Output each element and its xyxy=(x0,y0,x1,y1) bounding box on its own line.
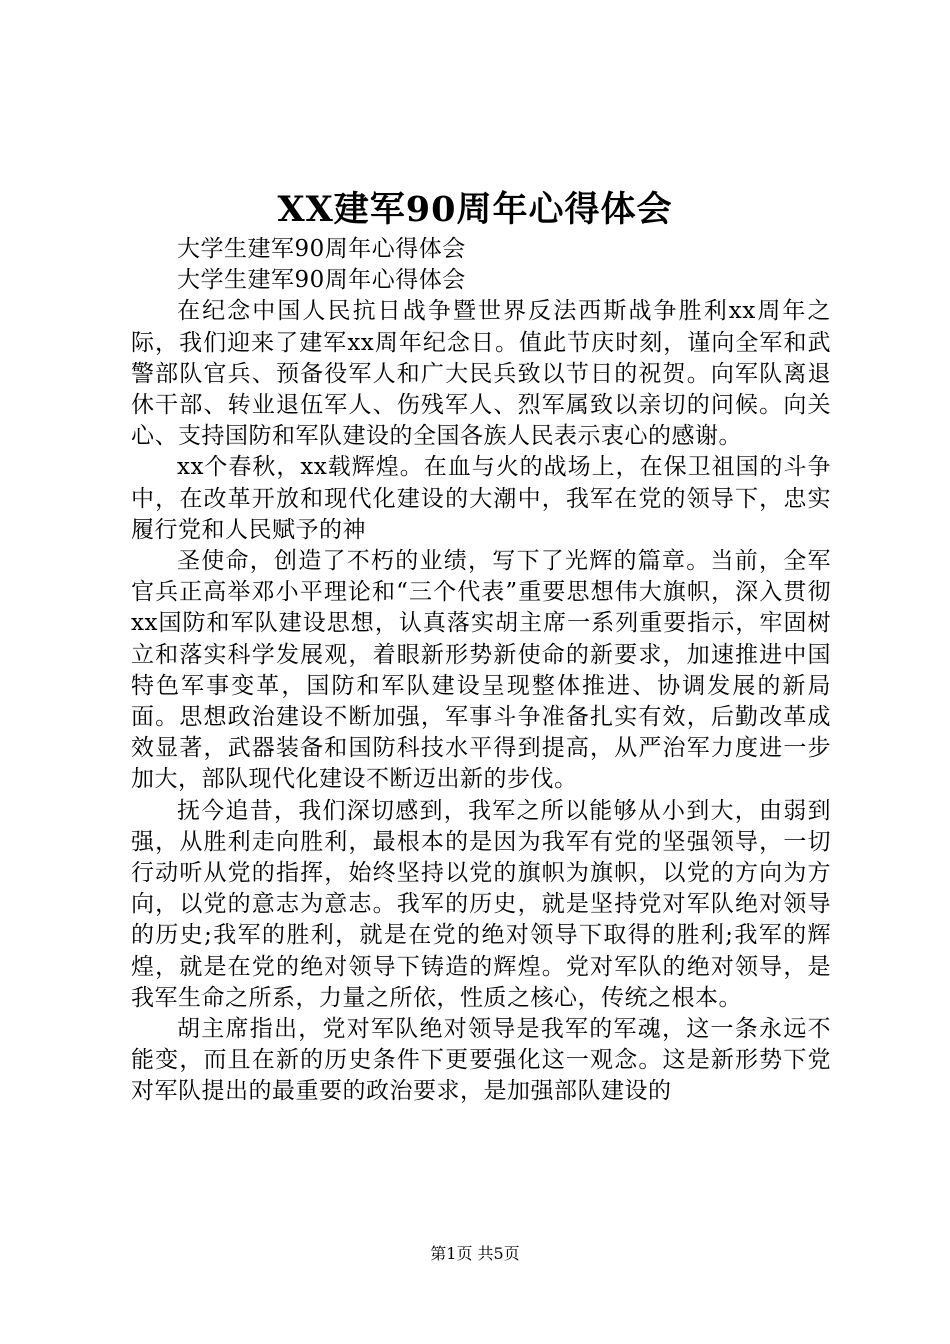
paragraph-7: 胡主席指出，党对军队绝对领导是我军的军魂，这一条永远不能变，而且在新的历史条件下更要强化这一观念。这是新形势下党对军队提出的最重要的政治要求，是加强部队建设的 xyxy=(131,1016,831,1105)
document-title: XX建军90周年心得体会 xyxy=(277,189,673,230)
document-body xyxy=(131,234,831,1108)
paragraph-5: 圣使命，创造了不朽的业绩，写下了光辉的篇章。当前，全军官兵正高举邓小平理论和“三个代表”重要思想伟大旗帜，深入贯彻xx国防和军队建设思想，认真落实胡主席一系列重要指示，牢固树立和落实科学发展观，着眼新形势新使命的新要求，加速推进中国特色军事变革，国防和军队建设呈现整体推进、协调发展的新局面。思想政治建设不断加强，军事斗争准备扎实有效，后勤改革成效显著，武器装备和国防科技水平得到提高，从严治军力度进一步加大，部队现代化建设不断迈出新的步伐。 xyxy=(131,548,831,793)
paragraph-6: 抚今追昔，我们深切感到，我军之所以能够从小到大，由弱到强，从胜利走向胜利，最根本的是因为我军有党的坚强领导，一切行动听从党的指挥，始终坚持以党的旗帜为旗帜，以党的方向为方向，以党的意志为意志。我军的历史，就是坚持党对军队绝对领导的历史;我军的胜利，就是在党的绝对领导下取得的胜利;我军的辉煌，就是在党的绝对领导下铸造的辉煌。党对军队的绝对领导，是我军生命之所系，力量之所依，性质之核心，传统之根本。 xyxy=(131,797,831,1011)
page-number-footer: 第1页 共5页 xyxy=(430,1244,520,1263)
paragraph-2: 大学生建军90周年心得体会 xyxy=(177,267,466,294)
paragraph-4: xx个春秋，xx载辉煌。在血与火的战场上，在保卫祖国的斗争中，在改革开放和现代化建设的大潮中，我军在党的领导下，忠实履行党和人民赋予的神 xyxy=(131,454,831,543)
paragraph-1: 大学生建军90周年心得体会 xyxy=(177,236,466,262)
paragraph-3: 在纪念中国人民抗日战争暨世界反法西斯战争胜利xx周年之际，我们迎来了建军xx周年纪念日。值此节庆时刻，谨向全军和武警部队官兵、预备役军人和广大民兵致以节日的祝贺。向军队离退休干部、转业退伍军人、伤残军人、烈军属致以亲切的问候。向关心、支持国防和军队建设的全国各族人民表示衷心的感谢。 xyxy=(131,298,831,450)
